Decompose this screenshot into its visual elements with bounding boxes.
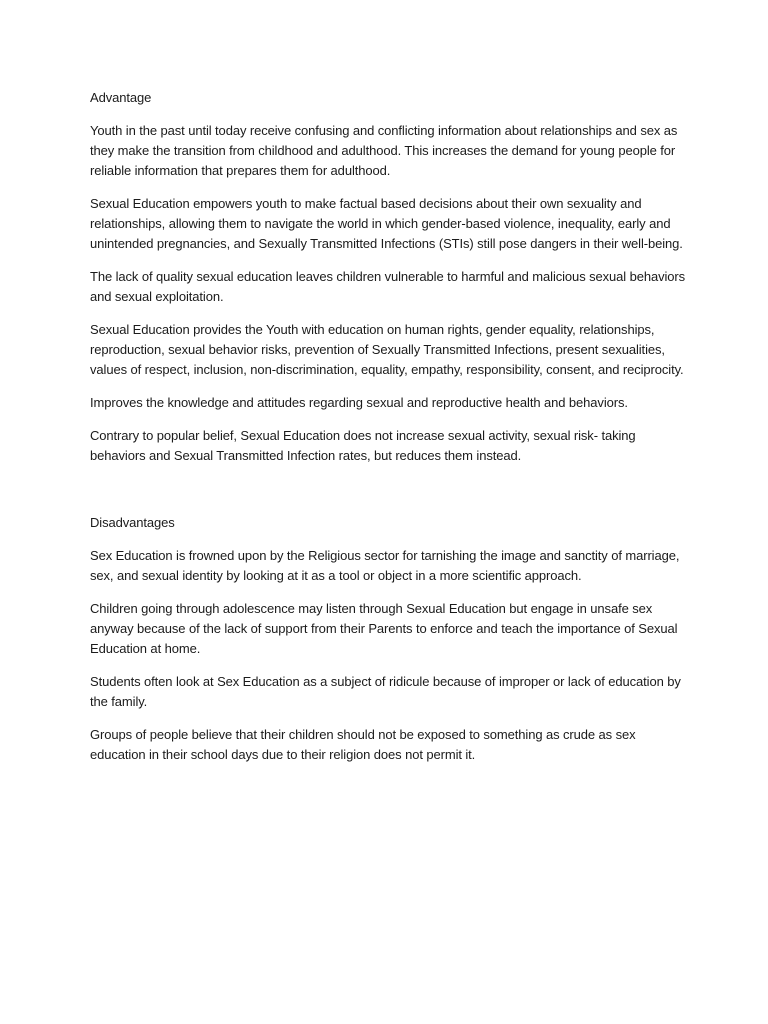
disadvantage-paragraph-1: Sex Education is frowned upon by the Religious sector for tarnishing the image and sanctity of marriage, sex, and sexual identity by looking at it as a tool or object in a more scientific approach. xyxy=(90,548,680,583)
section-spacer xyxy=(90,479,686,513)
advantage-paragraph-4: Sexual Education provides the Youth with education on human rights, gender equality, relationships, reproduction, sexual behavior risks, prevention of Sexually Transmitted Infections, present sexualities, values of respect, inclusion, non-discrimination, equality, empathy, responsibility, consent, and reciprocity. xyxy=(90,322,684,377)
disadvantage-paragraph-4: Groups of people believe that their children should not be exposed to something as crude as sex education in their school days due to their religion does not permit it. xyxy=(90,727,636,762)
advantage-paragraph-2: Sexual Education empowers youth to make factual based decisions about their own sexuality and relationships, allowing them to navigate the world in which gender-based violence, inequality, early and unintended pregnancies, and Sexually Transmitted Infections (STIs) still pose dangers in their well-being. xyxy=(90,196,683,251)
document-content xyxy=(90,88,686,778)
section-heading-disadvantages: Disadvantages xyxy=(90,515,175,530)
advantage-paragraph-3: The lack of quality sexual education leaves children vulnerable to harmful and malicious sexual behaviors and sexual exploitation. xyxy=(90,269,686,304)
advantage-paragraph-6: Contrary to popular belief, Sexual Education does not increase sexual activity, sexual risk- taking behaviors and Sexual Transmitted Infection rates, but reduces them instead. xyxy=(90,428,636,463)
disadvantage-paragraph-3: Students often look at Sex Education as a subject of ridicule because of improper or lack of education by the family. xyxy=(90,674,681,709)
disadvantage-paragraph-2: Children going through adolescence may listen through Sexual Education but engage in unsafe sex anyway because of the lack of support from their Parents to enforce and teach the importance of Sexual Education at home. xyxy=(90,601,678,656)
section-heading-advantage: Advantage xyxy=(90,90,152,105)
advantage-paragraph-5: Improves the knowledge and attitudes regarding sexual and reproductive health and behaviors. xyxy=(90,395,628,410)
advantage-paragraph-1: Youth in the past until today receive confusing and conflicting information about relationships and sex as they make the transition from childhood and adulthood. This increases the demand for young people for reliable information that prepares them for adulthood. xyxy=(90,123,678,178)
